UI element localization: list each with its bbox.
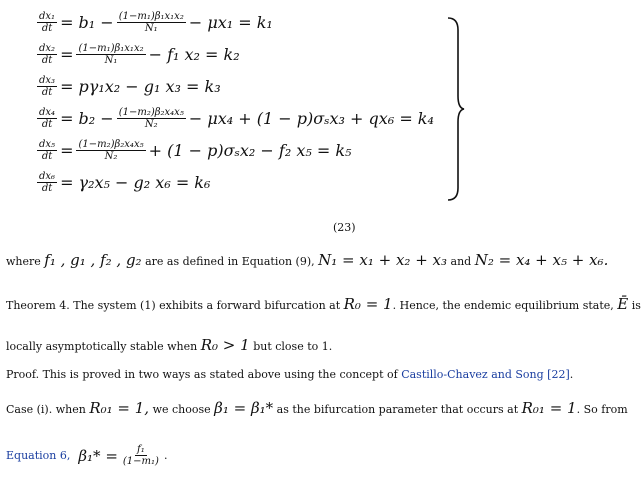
text: we choose bbox=[152, 403, 211, 416]
theorem-line-1 bbox=[6, 295, 641, 313]
fraction bbox=[76, 139, 145, 162]
frac-num: (1−m₂)β₂x₄x₅ bbox=[118, 106, 184, 118]
text: . So from bbox=[576, 403, 628, 416]
frac-num: (1−m₂)β₂x₄x₅ bbox=[78, 138, 144, 150]
eq-part: = b₁ − bbox=[60, 12, 114, 32]
eq-rhs: = pγ₁x₂ − g₁ x₃ = k₃ bbox=[60, 76, 221, 96]
text: Theorem 4. The system (1) exhibits a forward bifurcation at bbox=[6, 299, 341, 312]
lhs-num: dx₅ bbox=[39, 138, 56, 150]
derivative-x1 bbox=[37, 11, 57, 34]
text: is bbox=[631, 299, 641, 312]
text: Case (i). when bbox=[6, 403, 86, 416]
lhs-num: dx₁ bbox=[39, 10, 56, 22]
equation-3 bbox=[34, 72, 221, 100]
text: where bbox=[6, 255, 41, 268]
equation-6 bbox=[34, 168, 210, 196]
math-n1: N₁ = x₁ + x₂ + x₃ bbox=[318, 251, 448, 269]
where-line bbox=[6, 251, 608, 269]
math-r0: R₀ = 1 bbox=[343, 295, 393, 313]
frac-num: f₁ bbox=[137, 444, 145, 455]
text: . bbox=[569, 368, 574, 381]
lhs-den: dt bbox=[41, 22, 53, 34]
text: as the bifurcation parameter that occurs at bbox=[276, 403, 519, 416]
equation-number: (23) bbox=[333, 221, 356, 234]
eq-part: + (1 − p)σₛx₂ − f₂ x₅ = k₅ bbox=[148, 140, 352, 160]
eq-part: − f₁ x₂ = k₂ bbox=[148, 44, 240, 64]
fraction bbox=[121, 444, 161, 467]
fraction bbox=[76, 43, 145, 66]
eq-part: − μx₄ + (1 − p)σₛx₃ + qx₆ = k₄ bbox=[188, 108, 434, 128]
lhs-den: dt bbox=[41, 86, 53, 98]
text: . Hence, the endemic equilibrium state, bbox=[392, 299, 614, 312]
math-beta-lhs: β₁* = bbox=[78, 446, 118, 465]
text: Proof. This is proved in two ways as stated above using the concept of bbox=[6, 368, 398, 381]
lhs-den: dt bbox=[41, 150, 53, 162]
frac-den: N₁ bbox=[144, 22, 158, 34]
text: and bbox=[450, 255, 472, 268]
case-line bbox=[6, 399, 628, 417]
frac-num: (1−m₁)β₁x₁x₂ bbox=[78, 42, 144, 54]
equation-5 bbox=[34, 136, 351, 164]
lhs-num: dx₃ bbox=[39, 74, 56, 86]
derivative-x6 bbox=[37, 171, 57, 194]
frac-den: (1−m₁) bbox=[122, 456, 159, 467]
eq-part: = b₂ − bbox=[60, 108, 114, 128]
lhs-num: dx₆ bbox=[39, 170, 56, 182]
math-condition: R₀ > 1 bbox=[200, 336, 250, 354]
equation-4 bbox=[34, 104, 434, 132]
frac-den: N₂ bbox=[104, 150, 118, 162]
math-beta: β₁ = β₁* bbox=[214, 399, 274, 417]
math-r01: R₀₁ = 1, bbox=[89, 399, 150, 417]
fraction bbox=[117, 107, 186, 130]
lhs-num: dx₂ bbox=[39, 42, 56, 54]
final-line bbox=[6, 444, 167, 467]
frac-num: (1−m₁)β₁x₁x₂ bbox=[118, 10, 184, 22]
citation-link[interactable]: Castillo-Chavez and Song [22] bbox=[401, 368, 570, 381]
equation-link[interactable]: Equation 6, bbox=[6, 449, 71, 462]
equation-system bbox=[34, 8, 474, 198]
equation-1 bbox=[34, 8, 273, 36]
lhs-den: dt bbox=[41, 118, 53, 130]
eq-part: = bbox=[60, 44, 74, 64]
eq-part: − μx₁ = k₁ bbox=[188, 12, 273, 32]
fraction bbox=[117, 11, 186, 34]
eq-rhs: = γ₂x₅ − g₂ x₆ = k₆ bbox=[60, 172, 211, 192]
derivative-x2 bbox=[37, 43, 57, 66]
math-ebar: Ē bbox=[617, 295, 629, 313]
theorem-line-2 bbox=[6, 336, 332, 354]
math-n2: N₂ = x₄ + x₅ + x₆. bbox=[474, 251, 609, 269]
eq-part: = bbox=[60, 140, 74, 160]
right-brace-icon bbox=[446, 16, 466, 202]
proof-line bbox=[6, 368, 573, 381]
text: are as defined in Equation (9), bbox=[145, 255, 315, 268]
text: . bbox=[163, 449, 168, 462]
derivative-x3 bbox=[37, 75, 57, 98]
frac-den: N₂ bbox=[144, 118, 158, 130]
lhs-den: dt bbox=[41, 54, 53, 66]
derivative-x4 bbox=[37, 107, 57, 130]
text: but close to 1. bbox=[253, 340, 333, 353]
text: locally asymptotically stable when bbox=[6, 340, 198, 353]
equation-2 bbox=[34, 40, 240, 68]
math-symbols: f₁ , g₁ , f₂ , g₂ bbox=[44, 251, 142, 269]
lhs-num: dx₄ bbox=[39, 106, 56, 118]
math-r01: R₀₁ = 1 bbox=[521, 399, 577, 417]
frac-den: N₁ bbox=[104, 54, 118, 66]
lhs-den: dt bbox=[41, 182, 53, 194]
derivative-x5 bbox=[37, 139, 57, 162]
